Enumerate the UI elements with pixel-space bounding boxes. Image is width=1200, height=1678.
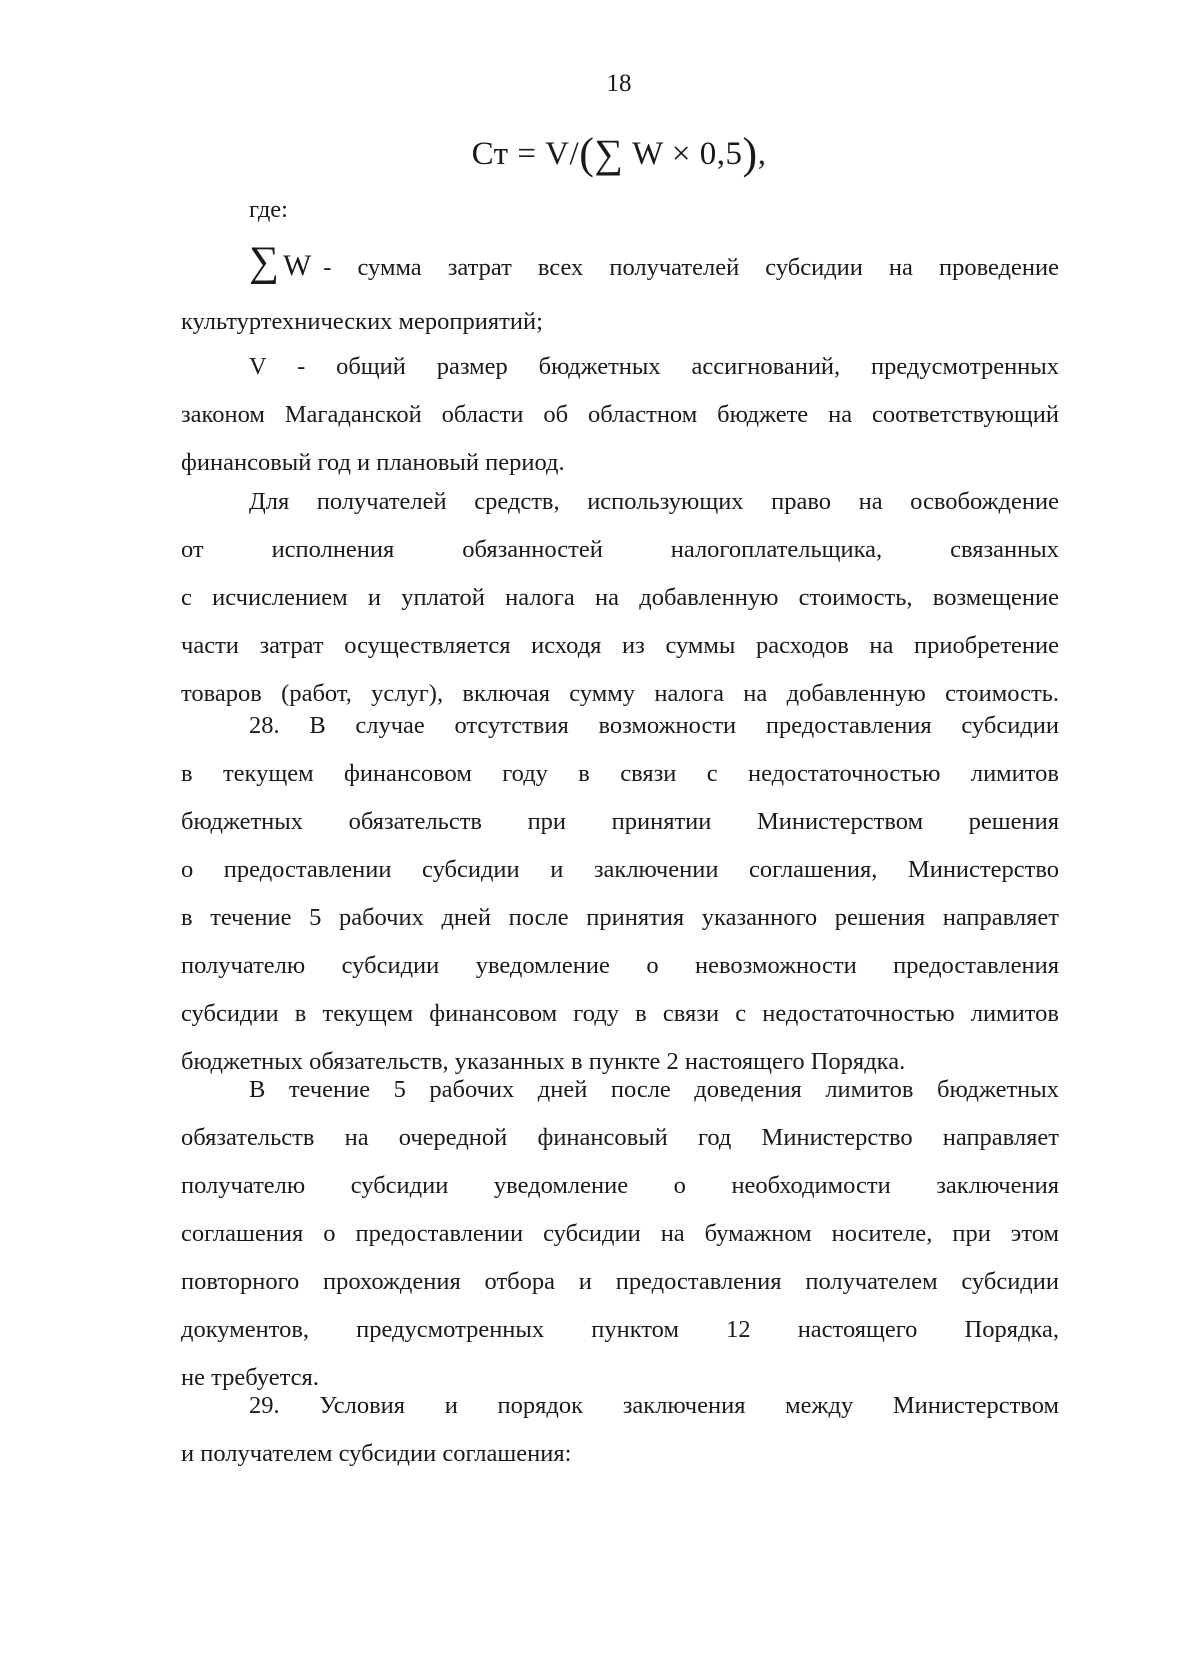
formula-lhs: Ст (471, 136, 509, 172)
paragraph-line: получателю субсидии уведомление о невозможности предоставления (181, 952, 1059, 979)
paragraph-line: В течение 5 рабочих дней после доведения лимитов бюджетных (249, 1076, 1059, 1103)
paragraph-line: субсидии в текущем финансовом году в связи с недостаточностью лимитов (181, 1000, 1059, 1027)
sum-symbol: ∑ (594, 131, 624, 176)
definition-v (181, 343, 1059, 487)
paragraph-vat (181, 478, 1059, 718)
page-number: 18 (606, 70, 632, 97)
definition-sum-w-line1 (181, 239, 1059, 292)
definition-v-line3: финансовый год и плановый период. (181, 449, 565, 476)
definition-sum-w-line2: культуртехнических мероприятий; (181, 308, 543, 335)
where-label-text: где: (249, 196, 288, 223)
paragraph-line: Для получателей средств, использующих право на освобождение (249, 488, 1059, 515)
paragraph-line: и получателем субсидии соглашения: (181, 1440, 572, 1467)
formula-tail: , (757, 136, 767, 172)
paragraph-line: в течение 5 рабочих дней после принятия указанного решения направляет (181, 904, 1059, 931)
formula-body: W × 0,5 (632, 136, 743, 172)
paragraph-line: о предоставлении субсидии и заключении соглашения, Министерство (181, 856, 1059, 883)
paragraph-line: в текущем финансовом году в связи с недостаточностью лимитов (181, 760, 1059, 787)
paragraph-line: 28. В случае отсутствия возможности предоставления субсидии (249, 712, 1059, 739)
where-label (181, 186, 1127, 234)
definition-v-line1: V - общий размер бюджетных ассигнований, предусмотренных (249, 353, 1059, 380)
paragraph-28b (181, 1066, 1059, 1402)
definition-sum-w (181, 239, 1059, 346)
formula-close-paren: ) (742, 129, 758, 178)
paragraph-line: с исчислением и уплатой налога на добавленную стоимость, возмещение (181, 584, 1059, 611)
sum-variable: W (282, 249, 312, 282)
paragraph-line: бюджетных обязательств, указанных в пункте 2 настоящего Порядка. (181, 1048, 906, 1075)
definition-v-line2: законом Магаданской области об областном бюджете на соответствующий (181, 401, 1059, 428)
paragraph-line: обязательств на очередной финансовый год Министерство направляет (181, 1124, 1059, 1151)
paragraph-line: документов, предусмотренных пунктом 12 настоящего Порядка, (181, 1316, 1059, 1343)
paragraph-line: части затрат осуществляется исходя из суммы расходов на приобретение (181, 632, 1059, 659)
paragraph-line: бюджетных обязательств при принятии Министерством решения (181, 808, 1059, 835)
paragraph-line: соглашения о предоставлении субсидии на бумажном носителе, при этом (181, 1220, 1059, 1247)
paragraph-28 (181, 702, 1059, 1086)
definition-text: - сумма затрат всех получателей субсидии на проведение (323, 254, 1059, 281)
paragraph-line: получателю субсидии уведомление о необходимости заключения (181, 1172, 1059, 1199)
paragraph-line: повторного прохождения отбора и предоставления получателем субсидии (181, 1268, 1059, 1295)
paragraph-line: товаров (работ, услуг), включая сумму налога на добавленную стоимость. (181, 680, 1059, 707)
formula-eq: = V/ (508, 136, 580, 172)
paragraph-line: не требуется. (181, 1364, 319, 1391)
paragraph-line: 29. Условия и порядок заключения между Министерством (249, 1392, 1059, 1419)
formula-open-paren: ( (579, 129, 595, 178)
sum-symbol: ∑ (249, 239, 279, 285)
formula (0, 128, 1200, 179)
paragraph-line: от исполнения обязанностей налогоплательщика, связанных (181, 536, 1059, 563)
paragraph-29 (181, 1382, 1059, 1478)
